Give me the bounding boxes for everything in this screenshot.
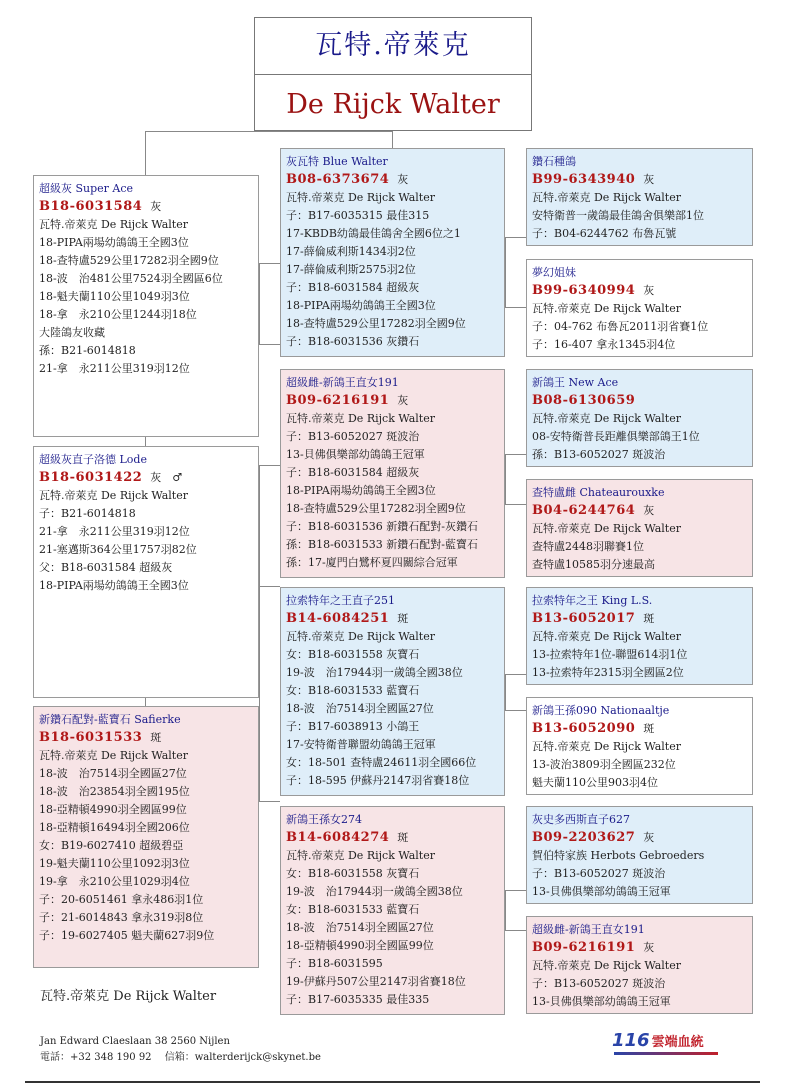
pigeon-color: 灰 <box>643 831 655 844</box>
connector-line <box>505 237 526 238</box>
ring-number: B14-6084251 斑 <box>286 611 409 626</box>
ring-number: B04-6244764 灰 <box>532 503 655 518</box>
info-line: 18-查特盧529公里17282羽全國9位 <box>286 317 466 330</box>
info-line: 子：B18-6031536 新鑽石配對-灰鑽石 <box>286 520 478 533</box>
pigeon-card-dam <box>33 706 259 968</box>
pigeon-card-dd-dam <box>526 916 753 1014</box>
footer-divider <box>25 1081 760 1083</box>
info-line: 女：B18-6031558 灰寶石 <box>286 867 420 880</box>
connector-line <box>259 263 260 344</box>
ring-number: B99-6343940 灰 <box>532 172 655 187</box>
info-line: 21-塞邁斯364公里1757羽82位 <box>39 543 197 556</box>
pigeon-name: 新鴿王 New Ace <box>532 376 619 389</box>
info-line: 瓦特.帝萊克 De Rijck Walter <box>532 412 681 425</box>
connector-line <box>259 465 280 466</box>
pigeon-name: 超級雌-新鴿王直女191 <box>286 376 399 389</box>
connector-line <box>392 131 393 148</box>
pigeon-color: 灰 <box>643 173 655 186</box>
pigeon-name: 灰史多西斯直子627 <box>532 813 630 826</box>
info-line: 18-亞精頓4990羽全國區99位 <box>39 803 187 816</box>
info-line: 子：B13-6052027 斑波治 <box>286 430 420 443</box>
connector-line <box>505 237 506 307</box>
info-line: 13-波治3809羽全國區232位 <box>532 758 676 771</box>
pigeon-card-dd-sire <box>526 806 753 904</box>
info-line: 13-貝佛俱樂部幼鴿鴿王冠軍 <box>532 995 671 1008</box>
pigeon-name: 拉索特年之王直子251 <box>286 594 395 607</box>
pigeon-color: 斑 <box>397 612 409 625</box>
info-line: 瓦特.帝萊克 De Rijck Walter <box>286 849 435 862</box>
connector-line <box>505 930 526 931</box>
pigeon-color: 斑 <box>643 722 655 735</box>
info-line: 女：B18-6031533 藍寶石 <box>286 903 420 916</box>
connector-line <box>145 131 393 132</box>
info-line: 18-查特盧529公里17282羽全國9位 <box>286 502 466 515</box>
pigeon-name: 灰瓦特 Blue Walter <box>286 155 388 168</box>
info-line: 孫：B21-6014818 <box>39 344 136 357</box>
info-line: 瓦特.帝萊克 De Rijck Walter <box>532 191 681 204</box>
connector-line <box>505 890 526 891</box>
connector-line <box>505 504 526 505</box>
ring-number: B99-6340994 灰 <box>532 283 655 298</box>
pigeon-card-ds-dam <box>526 697 753 795</box>
contact-line: 電話：+32 348 190 92 信箱：walterderijck@skynet.be <box>40 1052 321 1063</box>
info-line: 08-安特衛普長距離俱樂部鴿王1位 <box>532 430 700 443</box>
info-line: 女：B18-6031558 灰寶石 <box>286 648 420 661</box>
info-line: 瓦特.帝萊克 De Rijck Walter <box>532 959 681 972</box>
info-line: 瓦特.帝萊克 De Rijck Walter <box>286 630 435 643</box>
info-line: 子：B17-6035335 最佳335 <box>286 993 430 1006</box>
pigeon-name: 超級灰直子洛德 Lode <box>39 453 147 466</box>
info-line: 子：B18-6031584 超級灰 <box>286 281 420 294</box>
info-line: 18-波 治481公里7524羽全國區6位 <box>39 272 223 285</box>
info-line: 19-波 治17944羽一歲鴿全國38位 <box>286 666 463 679</box>
owner-title-en: De Rijck Walter <box>286 89 500 120</box>
info-line: 17-KBDB幼鴿最佳鴿舍全國6位之1 <box>286 227 461 240</box>
info-line: 13-貝佛俱樂部幼鴿鴿王冠軍 <box>532 885 671 898</box>
info-line: 13-貝佛俱樂部幼鴿鴿王冠軍 <box>286 448 425 461</box>
pigeon-color: 灰 <box>643 504 655 517</box>
connector-line <box>259 263 280 264</box>
logo-number: 116 <box>612 1030 650 1051</box>
pigeon-name: 查特盧雌 Chateaurouxke <box>532 486 665 499</box>
info-line: 瓦特.帝萊克 De Rijck Walter <box>532 630 681 643</box>
pigeon-color: 斑 <box>150 731 162 744</box>
info-line: 18-亞精頓4990羽全國區99位 <box>286 939 434 952</box>
pigeon-name: 新鴿王孫090 Nationaaltje <box>532 704 670 717</box>
info-line: 18-PIPA兩場幼鴿鴿王全國3位 <box>286 484 436 497</box>
pigeon-card-sd-sire <box>526 369 753 467</box>
pigeon-name: 鑽石種鴿 <box>532 155 576 168</box>
info-line: 18-PIPA兩場幼鴿鴿王全國3位 <box>286 299 436 312</box>
logo-text: 雲端血統 <box>651 1035 704 1050</box>
info-line: 子：20-6051461 拿永486羽1位 <box>39 893 204 906</box>
connector-line <box>505 674 506 710</box>
info-line: 子：B17-6038913 小鴿王 <box>286 720 420 733</box>
info-line: 13-拉索特年1位-聯盟614羽1位 <box>532 648 688 661</box>
info-line: 查特盧2448羽聯賽1位 <box>532 540 644 553</box>
info-line: 子：16-407 拿永1345羽4位 <box>532 338 676 351</box>
info-line: 子：B18-6031584 超級灰 <box>286 466 420 479</box>
pigeon-card-ss-dam <box>526 259 753 357</box>
pigeon-card-ss-sire <box>526 148 753 246</box>
pigeon-name: 超級雌-新鴿王直女191 <box>532 923 645 936</box>
ring-number: B09-6216191 灰 <box>532 940 655 955</box>
info-line: 18-拿 永210公里1244羽18位 <box>39 308 197 321</box>
info-line: 18-波 治23854羽全國195位 <box>39 785 190 798</box>
info-line: 子：04-762 布魯瓦2011羽省賽1位 <box>532 320 709 333</box>
info-line: 大陸鴿友收藏 <box>39 326 105 339</box>
pigeon-card-sire-dam <box>280 369 505 578</box>
info-line: 子：18-595 伊蘇丹2147羽省賽18位 <box>286 774 470 787</box>
info-line: 子：21-6014843 拿永319羽8位 <box>39 911 204 924</box>
info-line: 18-波 治7514羽全國區27位 <box>39 767 187 780</box>
info-line: 瓦特.帝萊克 De Rijck Walter <box>286 412 435 425</box>
info-line: 13-拉索特年2315羽全國區2位 <box>532 666 684 679</box>
info-line: 瓦特.帝萊克 De Rijck Walter <box>286 191 435 204</box>
info-line: 18-魁夫蘭110公里1049羽3位 <box>39 290 190 303</box>
ring-number: B13-6052090 斑 <box>532 721 655 736</box>
info-line: 18-波 治7514羽全國區27位 <box>286 921 434 934</box>
pigeon-card-dam-dam <box>280 806 505 1015</box>
info-line: 女：B19-6027410 超級碧亞 <box>39 839 184 852</box>
connector-line <box>259 465 260 586</box>
info-line: 子：B17-6035315 最佳315 <box>286 209 430 222</box>
info-line: 子：B18-6031536 灰鑽石 <box>286 335 420 348</box>
info-line: 女：B18-6031533 藍寶石 <box>286 684 420 697</box>
owner-signature: 瓦特.帝萊克 De Rijck Walter <box>40 989 217 1004</box>
connector-line <box>505 307 526 308</box>
pigeon-card-ds-sire <box>526 587 753 685</box>
ring-number: B09-6216191 灰 <box>286 393 409 408</box>
pedigree-header <box>254 17 532 131</box>
info-line: 瓦特.帝萊克 De Rijck Walter <box>532 522 681 535</box>
info-line: 子：B21-6014818 <box>39 507 136 520</box>
owner-title-cn: 瓦特.帝萊克 <box>255 18 531 75</box>
connector-line <box>505 890 506 930</box>
connector-line <box>259 586 260 801</box>
connector-line <box>505 674 526 675</box>
info-line: 查特盧10585羽分速最高 <box>532 558 655 571</box>
pigeon-name: 新鑽石配對-藍寶石 Safierke <box>39 713 181 726</box>
pigeon-color: 灰 <box>643 284 655 297</box>
info-line: 子：19-6027405 魁夫蘭627羽9位 <box>39 929 215 942</box>
connector-line <box>145 437 146 446</box>
info-line: 19-魁夫蘭110公里1092羽3位 <box>39 857 190 870</box>
ring-number: B18-6031584 灰 <box>39 199 162 214</box>
info-line: 瓦特.帝萊克 De Rijck Walter <box>39 749 188 762</box>
info-line: 瓦特.帝萊克 De Rijck Walter <box>39 489 188 502</box>
info-line: 賀伯特家族 Herbots Gebroeders <box>532 849 705 862</box>
connector-line <box>505 454 506 504</box>
info-line: 魁夫蘭110公里903羽4位 <box>532 776 658 789</box>
pigeon-card-subject <box>33 175 259 437</box>
info-line: 子：B13-6052027 斑波治 <box>532 867 666 880</box>
connector-line <box>259 586 280 587</box>
info-line: 19-拿 永210公里1029羽4位 <box>39 875 190 888</box>
connector-line <box>259 344 280 345</box>
connector-line <box>145 131 146 175</box>
ring-number: B18-6031422 灰 ♂ <box>39 470 183 485</box>
info-line: 18-查特盧529公里17282羽全國9位 <box>39 254 219 267</box>
info-line: 安特衛普一歲鴿最佳鴿舍俱樂部1位 <box>532 209 704 222</box>
pigeon-name: 超級灰 Super Ace <box>39 182 134 195</box>
ring-number: B18-6031533 斑 <box>39 730 162 745</box>
pigeon-color: 灰 <box>643 941 655 954</box>
pigeon-card-sire <box>33 446 259 698</box>
contact-block <box>40 1034 321 1066</box>
info-line: 18-PIPA兩場幼鴿鴿王全國3位 <box>39 579 189 592</box>
connector-line <box>259 801 280 802</box>
ring-number: B14-6084274 斑 <box>286 830 409 845</box>
logo-underline <box>614 1052 718 1055</box>
info-line: 21-拿 永211公里319羽12位 <box>39 362 190 375</box>
pigeon-color: 灰 <box>150 200 162 213</box>
info-line: 子：B13-6052027 斑波治 <box>532 977 666 990</box>
info-line: 瓦特.帝萊克 De Rijck Walter <box>532 302 681 315</box>
pigeon-card-sire-sire <box>280 148 505 357</box>
info-line: 19-波 治17944羽一歲鴿全國38位 <box>286 885 463 898</box>
connector-line <box>145 698 146 706</box>
pigeon-color: 灰 ♂ <box>150 471 183 484</box>
connector-line <box>505 454 526 455</box>
info-line: 18-亞精頓16494羽全國206位 <box>39 821 190 834</box>
info-line: 17-薛倫威利斯1434羽2位 <box>286 245 416 258</box>
pigeon-color: 斑 <box>397 831 409 844</box>
info-line: 孫：17-廈門白鷺杯夏四關綜合冠軍 <box>286 556 458 569</box>
ring-number: B13-6052017 斑 <box>532 611 655 626</box>
info-line: 17-安特衛普聯盟幼鴿鴿王冠軍 <box>286 738 436 751</box>
ring-number: B08-6130659 <box>532 393 636 408</box>
info-line: 孫：B13-6052027 斑波治 <box>532 448 666 461</box>
info-line: 19-伊蘇丹507公里2147羽省賽18位 <box>286 975 466 988</box>
info-line: 18-PIPA兩場幼鴿鴿王全國3位 <box>39 236 189 249</box>
info-line: 21-拿 永211公里319羽12位 <box>39 525 190 538</box>
address-line: Jan Edward Claeslaan 38 2560 Nijlen <box>40 1036 230 1047</box>
ring-number: B08-6373674 灰 <box>286 172 409 187</box>
pigeon-name: 新鴿王孫女274 <box>286 813 362 826</box>
info-line: 孫：B18-6031533 新鑽石配對-藍寶石 <box>286 538 478 551</box>
pigeon-card-sd-dam <box>526 479 753 577</box>
pigeon-color: 斑 <box>643 612 655 625</box>
pigeon-name: 夢幻姐妹 <box>532 266 576 279</box>
info-line: 女：18-501 查特盧24611羽全國66位 <box>286 756 477 769</box>
pigeon-card-dam-sire <box>280 587 505 796</box>
info-line: 父：B18-6031584 超級灰 <box>39 561 173 574</box>
info-line: 17-薛倫威利斯2575羽2位 <box>286 263 416 276</box>
info-line: 18-波 治7514羽全國區27位 <box>286 702 434 715</box>
connector-line <box>505 710 526 711</box>
ring-number: B09-2203627 灰 <box>532 830 655 845</box>
info-line: 子：B04-6244762 布魯瓦號 <box>532 227 677 240</box>
info-line: 瓦特.帝萊克 De Rijck Walter <box>39 218 188 231</box>
pigeon-color: 灰 <box>397 173 409 186</box>
pigeon-name: 拉索特年之王 King L.S. <box>532 594 653 607</box>
site-logo[interactable] <box>612 1030 704 1051</box>
pigeon-color: 灰 <box>397 394 409 407</box>
info-line: 瓦特.帝萊克 De Rijck Walter <box>532 740 681 753</box>
info-line: 子：B18-6031595 <box>286 957 383 970</box>
